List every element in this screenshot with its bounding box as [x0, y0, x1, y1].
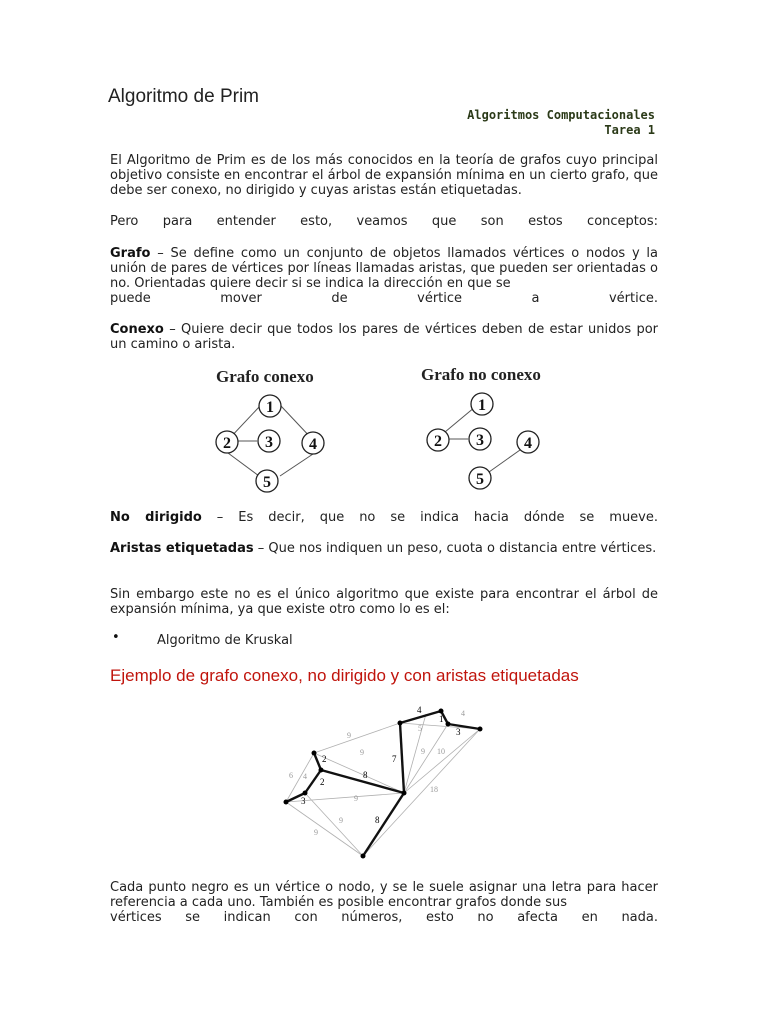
example-weighted-graph [280, 700, 500, 865]
sin-embargo-paragraph: Sin embargo este no es el único algoritmo que existe para encontrar el árbol de expansión mínima, ya que existe otro como lo es el: [110, 587, 658, 617]
node-label: 2 [223, 435, 231, 452]
example-heading: Ejemplo de grafo conexo, no dirigido y con aristas etiquetadas [110, 666, 579, 685]
bullet-dot: • [112, 630, 120, 645]
conexo-paragraph [110, 322, 658, 352]
node-label: 4 [524, 435, 532, 452]
task-label: Tarea 1 [604, 123, 655, 137]
node-label: 1 [266, 399, 274, 416]
conexo-term: Conexo [110, 322, 164, 337]
weight-label: 9 [347, 731, 351, 740]
figure-connected-vs-disconnected [200, 360, 560, 500]
node-label: 4 [309, 436, 317, 453]
weight-label: 4 [303, 772, 307, 781]
weight-label: 3 [456, 727, 461, 737]
no-dirigido-term: No dirigido [110, 510, 202, 525]
weight-label: 9 [360, 748, 364, 757]
weight-label: 2 [322, 754, 327, 764]
weight-label: 5 [418, 724, 422, 733]
left-graph-title: Grafo conexo [216, 367, 314, 386]
aristas-term: Aristas etiquetadas [110, 541, 254, 556]
weight-label: 9 [421, 747, 425, 756]
node-label: 2 [434, 433, 442, 450]
closing-text: Cada punto negro es un vértice o nodo, y se le suele asignar una letra para hacer referencia a cada uno. También es posible encontrar grafos donde sus [110, 880, 658, 910]
weight-label: 8 [363, 770, 368, 780]
grafo-definition: – Se define como un conjunto de objetos llamados vértices o nodos y la unión de pares de vértices por líneas llamadas aristas, que pueden ser orientadas o no. Orientadas quiere decir si se indica la dirección en que se [110, 246, 658, 291]
grafo-term: Grafo [110, 246, 151, 261]
aristas-definition: – Que nos indiquen un peso, cuota o distancia entre vértices. [253, 541, 657, 556]
pero-paragraph [110, 214, 658, 229]
closing-paragraph [110, 880, 658, 925]
weight-label: 8 [375, 815, 380, 825]
weight-label: 7 [392, 754, 397, 764]
node-label: 5 [476, 471, 484, 488]
weight-label: 18 [430, 785, 438, 794]
intro-paragraph: El Algoritmo de Prim es de los más conocidos en la teoría de grafos cuyo principal objetivo consiste en encontrar el árbol de expansión mínima en un cierto grafo, que debe ser conexo, no dirigido y cuyas aristas están etiquetadas. [110, 153, 658, 198]
weight-label: 3 [301, 796, 306, 806]
weight-label: 9 [354, 794, 358, 803]
right-graph-title: Grafo no conexo [421, 365, 541, 384]
weight-label: 1 [439, 714, 444, 724]
pero-text: Pero para entender esto, veamos que son estos conceptos: [110, 214, 658, 229]
conexo-definition: – Quiere decir que todos los pares de vértices deben de estar unidos por un camino o arista. [110, 322, 658, 352]
node-label: 5 [263, 474, 271, 491]
weight-label: 6 [289, 771, 293, 780]
aristas-paragraph [110, 541, 658, 556]
bullet-item-kruskal: Algoritmo de Kruskal [157, 633, 293, 648]
weight-label: 9 [314, 828, 318, 837]
course-name: Algoritmos Computacionales [467, 108, 655, 122]
grafo-definition-last: puede mover de vértice a vértice. [110, 291, 658, 306]
no-dirigido-definition: – Es decir, que no se indica hacia dónde se mueve. [201, 510, 658, 525]
node-label: 3 [265, 434, 273, 451]
weight-label: 4 [417, 705, 422, 715]
closing-text-last: vértices se indican con números, esto no afecta en nada. [110, 910, 658, 925]
no-dirigido-paragraph [110, 510, 658, 525]
node-label: 1 [478, 397, 486, 414]
page-title: Algoritmo de Prim [108, 86, 259, 107]
weight-label: 9 [339, 816, 343, 825]
weight-label: 10 [437, 747, 445, 756]
weight-label: 4 [461, 709, 465, 718]
node-label: 3 [476, 432, 484, 449]
weight-label: 2 [320, 777, 325, 787]
grafo-paragraph [110, 246, 658, 306]
